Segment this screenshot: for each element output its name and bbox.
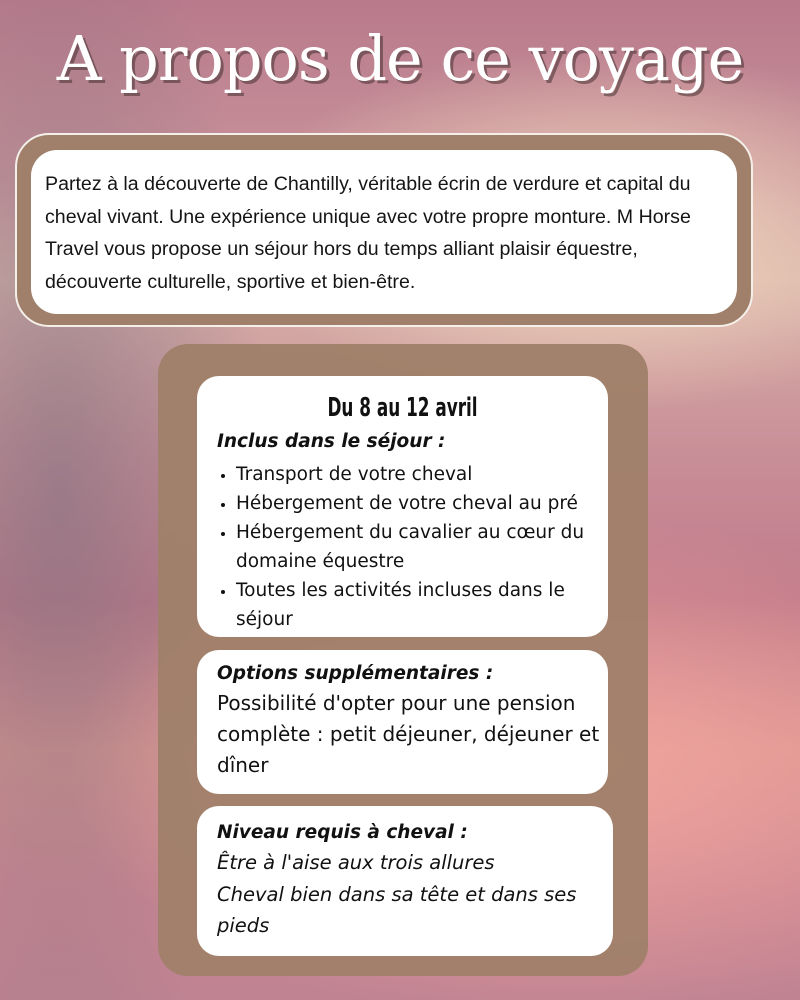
intro-text: Partez à la découverte de Chantilly, véritable écrin de verdure et capital du cheval vivant. Une expérience unique avec votre propre monture. M Horse Travel vous propose un séjour hors du temps alliant plaisir équestre, découverte culturelle, sportive et bien-être. bbox=[45, 173, 691, 293]
list-item: • Toutes les activités incluses dans le séjour bbox=[236, 576, 600, 634]
level-card bbox=[197, 806, 613, 956]
page-title: A propos de ce voyage bbox=[56, 22, 744, 95]
trip-dates: Du 8 au 12 avril bbox=[327, 393, 478, 423]
options-card bbox=[197, 650, 608, 794]
list-item: • Hébergement du cavalier au cœur du domaine équestre bbox=[236, 518, 600, 576]
included-card bbox=[197, 376, 608, 637]
level-line-2: Cheval bien dans sa tête et dans ses pieds bbox=[217, 882, 577, 937]
included-list bbox=[217, 460, 600, 634]
included-heading: Inclus dans le séjour : bbox=[217, 431, 446, 452]
level-heading: Niveau requis à cheval : bbox=[217, 822, 468, 843]
options-heading: Options supplémentaires : bbox=[217, 663, 494, 684]
level-line-1: Être à l'aise aux trois allures bbox=[217, 851, 495, 874]
intro-card bbox=[31, 150, 737, 314]
list-item: • Hébergement de votre cheval au pré bbox=[236, 489, 600, 518]
options-text: Possibilité d'opter pour une pension complète : petit déjeuner, déjeuner et dîner bbox=[217, 691, 600, 777]
list-item: • Transport de votre cheval bbox=[236, 460, 600, 489]
